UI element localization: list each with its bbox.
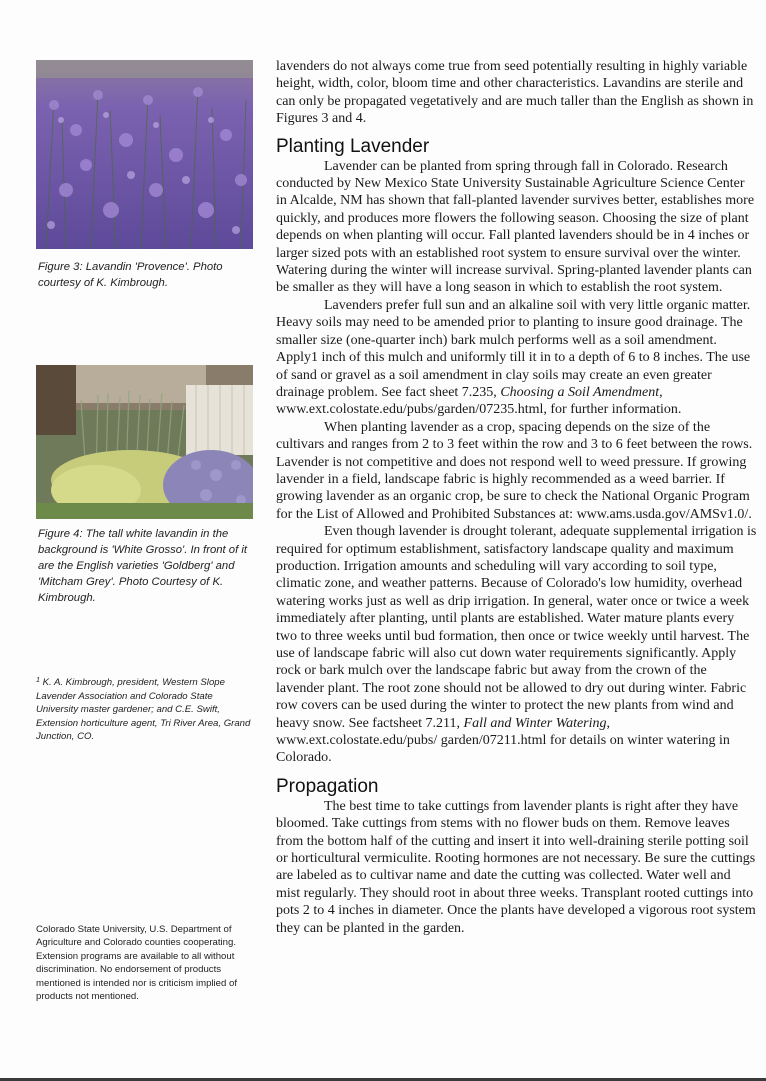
figure-4-photo bbox=[36, 365, 253, 519]
garden-lavandin-image bbox=[36, 365, 253, 519]
lavender-field-image bbox=[36, 60, 253, 249]
planting-paragraph-4-text-b: , www.ext.colostate.edu/pubs/ garden/07211.html for details on winter watering in Colorado. bbox=[276, 715, 730, 766]
winter-watering-title: Fall and Winter Watering bbox=[463, 715, 607, 731]
planting-paragraph-4 bbox=[276, 523, 758, 767]
planting-paragraph-1: Lavender can be planted from spring through fall in Colorado. Research conducted by New Mexico State University Sustainable Agriculture Science Center in Alcalde, NM has shown that fall-planted lavender survives better, establishes more quickly, and produces more flowers the following season. Choosing the size of plant depends on when planting will occur. Fall planted lavenders should be in 4 inches or larger sized pots with an established root system to ensure survival over the winter. Watering during the winter will increase survival. Spring-planted lavender plants can be smaller as they will have a long season in which to establish the root system. bbox=[276, 158, 755, 296]
figure-4-caption: Figure 4: The tall white lavandin in the background is 'White Grosso'. In front of it are the English varieties 'Goldberg' and 'Mitcham Grey'. Photo Courtesy of K. Kimbrough. bbox=[38, 528, 248, 604]
footnote-marker: 1 bbox=[36, 677, 40, 684]
planting-heading: Planting Lavender bbox=[276, 135, 430, 157]
propagation-paragraph: The best time to take cuttings from lavender plants is right after they have bloomed. Take cuttings from stems with no flower buds on them. Remove leaves from the bottom half of the cutting and insert it into well-draining sterile potting soil or horticultural vermiculite. Rooting hormones are not necessary. Be sure the cuttings are labeled as to cultivar name and date the cutting was collected. Water well and mist regularly. They should root in about three weeks. Transplant rooted cuttings into pots 2 to 4 inches in diameter. Once the plants have developed a vigorous root system they can be planted in the garden. bbox=[276, 798, 756, 936]
figure-3-photo bbox=[36, 60, 253, 249]
propagation-heading: Propagation bbox=[276, 775, 379, 797]
figure-3-caption: Figure 3: Lavandin 'Provence'. Photo courtesy of K. Kimbrough. bbox=[38, 261, 223, 289]
footnote-text: K. A. Kimbrough, president, Western Slope Lavender Association and Colorado State University master gardener; and C.E. Swift, Extension horticulture agent, Tri River Area, Grand Junction, CO. bbox=[36, 677, 251, 743]
planting-paragraph-3: When planting lavender as a crop, spacing depends on the size of the cultivars and ranges from 2 to 3 feet within the row and 3 to 6 feet between the rows. Lavender is not competitive and does not respond well to weed pressure. If growing lavender in a field, landscape fabric is highly recommended as a weed barrier. If growing lavender as an organic crop, be sure to check the National Organic Program for the List of Allowed and Prohibited Substances at: www.ams.usda.gov/AMSv1.0/. bbox=[276, 419, 753, 522]
extension-disclaimer: Colorado State University, U.S. Department of Agriculture and Colorado counties cooperating. Extension programs are available to all without discrimination. No endorsement of products mentioned is intended nor is criticism implied of products not mentioned. bbox=[36, 924, 238, 1003]
planting-paragraph-2-text-b: , www.ext.colostate.edu/pubs/garden/07235.html, for further information. bbox=[276, 384, 682, 418]
author-footnote bbox=[36, 674, 251, 744]
soil-amendment-title: Choosing a Soil Amendment bbox=[500, 384, 660, 400]
planting-paragraph-2-text-a: Lavenders prefer full sun and an alkaline soil with very little organic matter. Heavy soils may need to be amended prior to planting to insure good drainage. The smaller size (one-quarter inch) bark mulch performs well as a soil amendment. Apply1 inch of this mulch and uniformly till it in to a depth of 6 to 8 inches. The use of sand or gravel as a soil amendment in clay soils may create an even greater drainage problem. See fact sheet 7.235, bbox=[276, 297, 751, 400]
main-column bbox=[276, 58, 758, 937]
planting-paragraph-2 bbox=[276, 297, 758, 419]
planting-paragraph-4-text-a: Even though lavender is drought tolerant, adequate supplemental irrigation is required for optimum establishment, satisfactory landscape quality and maximum production. Irrigation amounts and scheduling will vary according to soil type, climatic zone, and weather patterns. Because of Colorado's low humidity, overhead watering works just as well as drip irrigation. In general, water once or twice a week immediately after planting, until plants are established. Water mature plants every two to three weeks until bud formation, then once or twice weekly until harvest. The use of landscape fabric will also cut down water requirements significantly. Apply rock or bark mulch over the landscape fabric but away from the crown of the lavender plant. The root zone should not be allowed to dry out during winter. Fabric row covers can be used during the winter to protect the new plants from wind and heavy snow. See factsheet 7.211, bbox=[276, 524, 757, 731]
intro-paragraph: lavenders do not always come true from seed potentially resulting in highly variable height, width, color, bloom time and other characteristics. Lavandins are sterile and can only be propagated vegetatively and are much taller than the English as shown in Figures 3 and 4. bbox=[276, 59, 754, 127]
